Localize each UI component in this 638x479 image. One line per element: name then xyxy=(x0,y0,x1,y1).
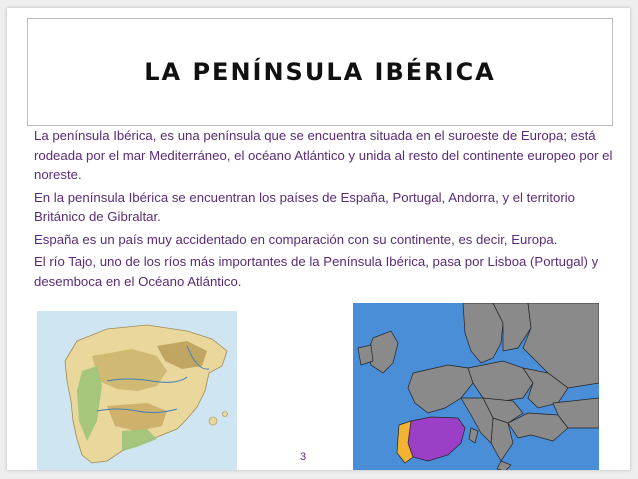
page-number: 3 xyxy=(300,451,307,463)
body-text xyxy=(34,126,614,294)
slide xyxy=(7,8,630,470)
title-box xyxy=(27,18,613,126)
paragraph-4: El río Tajo, uno de los ríos más importantes de la Península Ibérica, pasa por Lisboa (Portugal) y desemboca en el Océano Atlántico. xyxy=(34,254,599,289)
paragraph-3: España es un país muy accidentado en comparación con su continente, es decir, Europa. xyxy=(34,231,558,247)
iberia-physical-map xyxy=(37,311,237,470)
slide-title: LA PENÍNSULA IBÉRICA xyxy=(144,58,496,86)
europe-political-map xyxy=(353,303,599,470)
paragraph-1: La península Ibérica, es una península que se encuentra situada en el suroeste de Europa; está rodeada por el mar Mediterráneo, el océano Atlántico y unida al resto del continente europeo por el noreste. xyxy=(34,128,613,182)
paragraph-2: En la península Ibérica se encuentran los países de España, Portugal, Andorra, y el territorio Británico de Gibraltar. xyxy=(34,189,576,224)
